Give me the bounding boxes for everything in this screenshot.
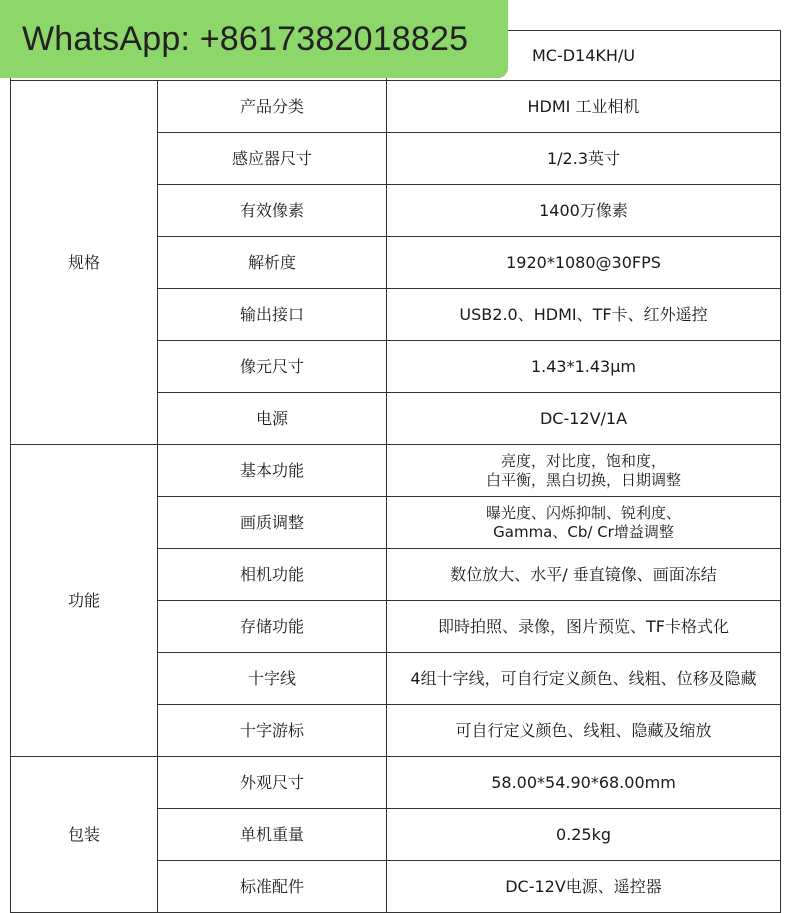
spec-value-line: HDMI 工业相机 (527, 96, 640, 116)
spec-label: 解析度 (158, 237, 387, 289)
spec-value (387, 185, 781, 237)
spec-value-line: 1.43*1.43μm (530, 356, 636, 376)
spec-table (10, 30, 781, 913)
spec-label: 标准配件 (158, 861, 387, 913)
spec-value-line: 1400万像素 (539, 200, 628, 220)
spec-value (387, 861, 781, 913)
spec-label: 存储功能 (158, 601, 387, 653)
spec-value-line: 数位放大、水平/ 垂直镜像、画面冻结 (450, 564, 717, 584)
spec-value (387, 809, 781, 861)
spec-value-line: 0.25kg (555, 824, 612, 844)
spec-value-line: 1920*1080@30FPS (506, 252, 661, 272)
spec-label: 产品分类 (158, 81, 387, 133)
spec-value (387, 237, 781, 289)
spec-value (387, 601, 781, 653)
whatsapp-text: WhatsApp: +8617382018825 (22, 19, 469, 58)
spec-label: 像元尺寸 (158, 341, 387, 393)
category-cell: 包装 (11, 757, 158, 913)
spec-value (387, 497, 781, 549)
spec-value-line: Gamma、Cb/ Cr增益调整 (493, 522, 674, 541)
spec-value (387, 289, 781, 341)
spec-value (387, 757, 781, 809)
spec-value-line: 58.00*54.90*68.00mm (491, 772, 676, 792)
spec-row (11, 445, 781, 497)
spec-value-line: 4组十字线，可自行定义颜色、线粗、位移及隐藏 (410, 668, 757, 688)
spec-value (387, 341, 781, 393)
spec-table-body (11, 31, 781, 913)
spec-value (387, 445, 781, 497)
spec-value (387, 653, 781, 705)
spec-label: 基本功能 (158, 445, 387, 497)
spec-value-line: 即時拍照、录像，图片预览、TF卡格式化 (438, 616, 729, 636)
spec-value (387, 133, 781, 185)
model-value: MC-D14KH/U (387, 31, 781, 81)
spec-label: 感应器尺寸 (158, 133, 387, 185)
spec-value (387, 81, 781, 133)
spec-value (387, 393, 781, 445)
spec-label: 有效像素 (158, 185, 387, 237)
spec-value-line: 白平衡，黑白切换，日期调整 (485, 470, 681, 489)
spec-label: 外观尺寸 (158, 757, 387, 809)
spec-value-line: 曝光度、闪烁抑制、锐利度、 (485, 503, 681, 522)
spec-label: 十字线 (158, 653, 387, 705)
spec-label: 单机重量 (158, 809, 387, 861)
spec-value (387, 705, 781, 757)
category-cell: 规格 (11, 81, 158, 445)
spec-label: 输出接口 (158, 289, 387, 341)
spec-row (11, 81, 781, 133)
spec-value-line: DC-12V/1A (539, 408, 628, 428)
spec-label: 电源 (158, 393, 387, 445)
spec-value-line: 1/2.3英寸 (546, 148, 621, 168)
spec-value-line: USB2.0、HDMI、TF卡、红外遥控 (459, 304, 708, 324)
spec-value-line: 可自行定义颜色、线粗、隐藏及缩放 (455, 720, 712, 740)
whatsapp-watermark (0, 0, 508, 78)
spec-value-line: DC-12V电源、遥控器 (505, 876, 662, 896)
category-cell: 功能 (11, 445, 158, 757)
spec-label: 相机功能 (158, 549, 387, 601)
spec-row (11, 757, 781, 809)
spec-value-line: 亮度，对比度，饱和度， (500, 451, 666, 470)
spec-value (387, 549, 781, 601)
spec-label: 十字游标 (158, 705, 387, 757)
spec-label: 画质调整 (158, 497, 387, 549)
